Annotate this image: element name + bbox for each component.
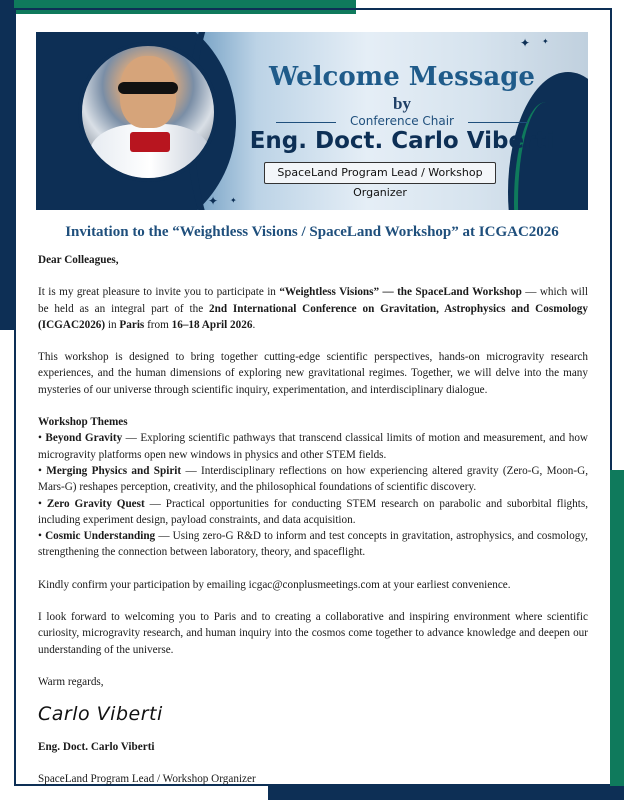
decor-bar-left [0,0,14,330]
banner-by: by [393,94,411,113]
paragraph-confirm: Kindly confirm your participation by emailing icgac@conplusmeetings.com at your earliest convenience. [38,578,511,591]
banner-name: Eng. Doct. Carlo Viberti [249,128,555,154]
letter-body [38,252,588,803]
theme-item: • Merging Physics and Spirit — Interdisciplinary reflections on how experiencing altered gravity (Zero-G, Moon-G, Mars-G) reshapes perception, creativity, and the philosophical foundations of scientific discovery. [38,464,589,494]
theme-item: • Zero Gravity Quest — Practical opportunities for conducting STEM research on parabolic and suborbital flights, including experiment design, payload constraints, and data acquisition. [38,497,589,526]
paragraph-closing-remarks: I look forward to welcoming you to Paris and to creating a collaborative and inspiring environment where scientific curiosity, microgravity research, and human inquiry into the cosmos come together to advance knowledge and deepen our understanding of the universe. [38,611,588,656]
sparkle-icon: ✦ [520,36,531,50]
sparkle-icon: ✦ [542,37,549,46]
themes-title: Workshop Themes [38,416,128,429]
chair-photo [78,42,218,182]
signer-title: SpaceLand Program Lead / Workshop Organizer [38,772,256,785]
signature: Carlo Viberti [38,703,163,726]
decor-bar-right [610,470,624,800]
banner-title: Welcome Message [269,62,535,92]
theme-item: • Beyond Gravity — Exploring scientific pathways that transcend classical limits of motion and measurement, and how microgravity platforms open new windows in physics and other STEM fields. [38,432,588,461]
closing: Warm regards, [38,675,104,688]
paragraph-intro: It is my great pleasure to invite you to participate in “Weightless Visions” — the SpaceLand Workshop — which will be held as an integral part of the 2nd International Conference on Gravitation, Astrophysics and Cosmology (ICGAC2026) in Paris from 16–18 April 2026. [38,286,588,331]
banner-role: Conference Chair [350,114,454,128]
theme-item: • Cosmic Understanding — Using zero-G R&D to inform and test concepts in gravitation, astrophysics, and cosmology, strengthening the connection between laboratory, theory, and spaceflight. [38,530,588,559]
header-banner [36,32,588,210]
sparkle-icon: ✦ [230,196,237,205]
paragraph-purpose: This workshop is designed to bring together cutting-edge scientific perspectives, hands-on microgravity research experiences, and the human dimensions of exploring new gravitational regimes. Together, we will delve into the many mysteries of our universe through scientific inquiry, experimentation, and interdisciplinary dialogue. [38,351,588,396]
banner-position-badge: SpaceLand Program Lead / Workshop Organizer [264,162,496,184]
sparkle-icon: ✦ [208,194,219,208]
signer-name: Eng. Doct. Carlo Viberti [38,740,155,753]
salutation: Dear Colleagues, [38,254,119,266]
letter-heading: Invitation to the “Weightless Visions / SpaceLand Workshop” at ICGAC2026 [65,224,559,240]
